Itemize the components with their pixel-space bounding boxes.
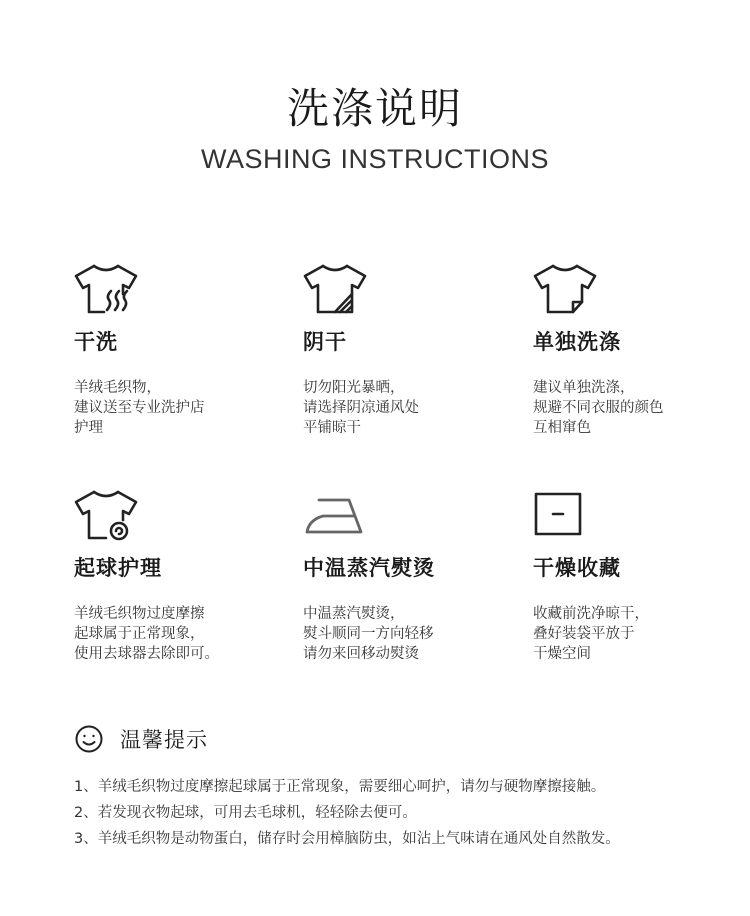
- desc-line: 熨斗顺同一方向轻移: [303, 626, 434, 642]
- desc-line: 规避不同衣服的颜色: [533, 400, 664, 416]
- instruction-shade-dry: [303, 260, 523, 438]
- desc-line: 请选择阴凉通风处: [303, 400, 419, 416]
- instruction-desc: [303, 604, 523, 664]
- tshirt-pilling-icon: [74, 486, 138, 542]
- instruction-desc: [74, 604, 294, 664]
- instruction-title: 干燥收藏: [533, 556, 621, 580]
- instruction-dry-clean: [74, 260, 294, 438]
- desc-line: 建议单独洗涤，: [533, 380, 635, 396]
- desc-line: 中温蒸汽熨烫，: [303, 606, 405, 622]
- instruction-pilling-care: [74, 486, 294, 664]
- instruction-desc: [533, 604, 750, 664]
- desc-line: 干燥空间: [533, 646, 591, 662]
- desc-line: 叠好装袋平放于: [533, 626, 635, 642]
- instruction-dry-storage: [533, 486, 750, 664]
- desc-line: 收藏前洗净晾干，: [533, 606, 649, 622]
- desc-line: 请勿来回移动熨烫: [303, 646, 419, 662]
- instruction-title: 阴干: [303, 330, 347, 354]
- desc-line: 起球属于正常现象，: [74, 626, 205, 642]
- instruction-wash-separately: [533, 260, 750, 438]
- tips-list: [74, 774, 734, 852]
- instruction-steam-iron: [303, 486, 523, 664]
- tip-item: 3、羊绒毛织物是动物蛋白，储存时会用樟脑防虫，如沾上气味请在通风处自然散发。: [74, 831, 620, 847]
- desc-line: 切勿阳光暴晒，: [303, 380, 405, 396]
- desc-line: 建议送至专业洗护店: [74, 400, 205, 416]
- iron-icon: [303, 486, 367, 542]
- header: [0, 84, 750, 176]
- instruction-title: 起球护理: [74, 556, 162, 580]
- instruction-desc: [303, 378, 523, 438]
- page-subtitle: WASHING INSTRUCTIONS: [200, 144, 549, 174]
- desc-line: 平铺晾干: [303, 420, 361, 436]
- storage-box-icon: [533, 486, 597, 542]
- instruction-title: 中温蒸汽熨烫: [303, 556, 435, 580]
- instruction-title: 单独洗涤: [533, 330, 621, 354]
- page-title: 洗涤说明: [286, 84, 463, 133]
- tips-section: [74, 722, 724, 847]
- desc-line: 羊绒毛织物过度摩擦: [74, 606, 205, 622]
- desc-line: 互相窜色: [533, 420, 591, 436]
- desc-line: 使用去球器去除即可。: [74, 646, 219, 662]
- instruction-desc: [74, 378, 294, 438]
- desc-line: 羊绒毛织物，: [74, 380, 161, 396]
- tshirt-fold-icon: [533, 260, 597, 316]
- smiley-icon: [74, 724, 104, 754]
- tshirt-steam-icon: [74, 260, 138, 316]
- tip-item: 2、若发现衣物起球，可用去毛球机，轻轻除去便可。: [74, 805, 417, 821]
- tips-header: [74, 722, 724, 756]
- desc-line: 护理: [74, 420, 103, 436]
- tip-item: 1、羊绒毛织物过度摩擦起球属于正常现象，需要细心呵护，请勿与硬物摩擦接触。: [74, 779, 606, 795]
- instruction-title: 干洗: [74, 330, 118, 354]
- tips-title: 温馨提示: [120, 728, 208, 752]
- instruction-desc: [533, 378, 750, 438]
- tshirt-shade-icon: [303, 260, 367, 316]
